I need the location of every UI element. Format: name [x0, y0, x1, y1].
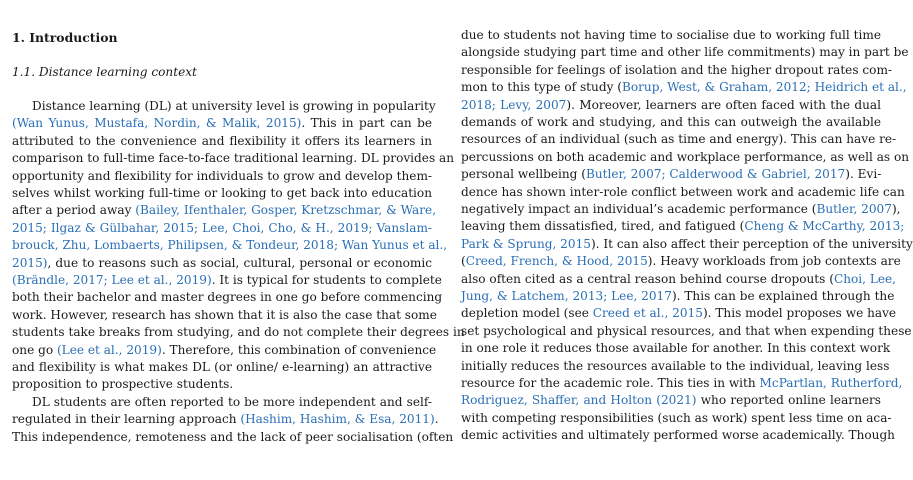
text-line — [461, 27, 881, 44]
text-segment: proposition to prospective students. — [12, 377, 234, 392]
citation-link[interactable]: Borup, West, & Graham, 2012; Heidrich et al., — [621, 80, 907, 95]
text-line — [461, 271, 897, 288]
citation-link[interactable]: 2018; Levy, 2007 — [461, 97, 567, 112]
text-segment: DL students are often reported to be more independent and self- — [32, 394, 432, 409]
text-segment: demic activities and ultimately performed worse academically. Though — [461, 428, 895, 443]
text-segment: alongside studying part time and other life commitments) may in part be — [461, 45, 909, 60]
text-line — [461, 253, 901, 270]
text-segment: ). Heavy workloads from job contexts are — [647, 254, 901, 269]
text-line — [12, 115, 432, 132]
text-segment: comparison to full-time face-to-face traditional learning. DL provides an — [12, 151, 455, 166]
text-segment: dence has shown inter-role conflict between work and academic life can — [461, 184, 905, 199]
citation-link[interactable]: McPartlan, Rutherford, — [759, 376, 903, 390]
citation-link[interactable]: (Hashim, Hashim, & Esa, 2011) — [240, 412, 435, 427]
citation-link[interactable]: Creed, French, & Hood, 2015 — [465, 254, 648, 269]
text-segment: with competing responsibilities (such as work) spent less time on aca- — [461, 410, 892, 425]
text-segment: who reported online learners — [696, 393, 881, 408]
text-line — [12, 150, 455, 167]
citation-link[interactable]: (Brändle, 2017; Lee et al., 2019) — [12, 273, 212, 287]
text-line — [461, 305, 897, 322]
text-line — [12, 307, 437, 324]
text-segment: depletion model (see — [461, 306, 593, 321]
citation-link[interactable]: Rodriguez, Shaffer, and Holton (2021) — [461, 393, 697, 408]
text-segment: resource for the academic role. This ties in with — [461, 376, 760, 390]
text-line — [461, 131, 897, 148]
text-segment: in one role it reduces those available for another. In this context work — [461, 341, 891, 356]
text-segment: responsible for feelings of isolation and the higher dropout rates com- — [461, 62, 892, 77]
text-line — [12, 342, 437, 359]
text-line — [461, 218, 905, 235]
text-segment: due to students not having time to socialise due to working full time — [461, 28, 881, 42]
text-segment: ). This can be explained through the — [671, 289, 895, 303]
text-line — [461, 201, 901, 218]
text-segment: also often cited as a central reason behind course dropouts ( — [461, 271, 834, 286]
text-line — [461, 62, 892, 79]
text-line — [461, 358, 890, 375]
text-segment: after a period away — [12, 203, 136, 218]
text-line — [12, 168, 432, 185]
text-segment: ). It can also affect their perception of the university — [590, 236, 913, 251]
citation-link[interactable]: Park & Sprung, 2015 — [461, 236, 591, 251]
text-segment: . — [434, 412, 439, 427]
text-line — [461, 392, 881, 409]
text-segment: both their bachelor and master degrees in one go before commencing — [12, 290, 443, 305]
text-line — [12, 429, 454, 446]
text-segment: ( — [461, 254, 466, 269]
subsection-heading: 1.1. Distance learning context — [12, 65, 197, 79]
text-line — [461, 410, 892, 427]
text-segment: regulated in their learning approach — [12, 412, 241, 427]
citation-link[interactable]: Cheng & McCarthy, 2013; — [744, 219, 905, 234]
text-segment: resources of an individual (such as time and energy). This can have re- — [461, 132, 897, 147]
text-line — [12, 376, 233, 393]
citation-link[interactable]: 2015) — [12, 255, 48, 270]
text-line — [12, 185, 432, 202]
citation-link[interactable]: Butler, 2007 — [816, 202, 892, 216]
citation-link[interactable]: Choi, Lee, — [833, 271, 897, 286]
text-line — [461, 323, 912, 340]
text-segment: initially reduces the resources available to the individual, leaving less — [461, 358, 890, 373]
text-segment: attributed to the convenience and flexibility it offers its learners in — [12, 133, 432, 148]
text-line — [461, 236, 913, 253]
text-line — [461, 340, 891, 357]
text-segment: opportunity and flexibility for individuals to grow and develop them- — [12, 168, 432, 183]
text-line — [12, 411, 439, 428]
text-line — [32, 98, 436, 115]
text-line — [461, 288, 895, 305]
text-segment: mon to this type of study ( — [461, 80, 622, 95]
text-line — [12, 237, 448, 254]
text-line — [461, 44, 909, 61]
text-segment: ). Moreover, learners are often faced with the dual — [566, 97, 881, 112]
citation-link[interactable]: 2015; Ilgaz & Gülbahar, 2015; Lee, Choi, Cho, & H., 2019; Vanslam- — [12, 220, 432, 235]
citation-link[interactable]: (Lee et al., 2019) — [56, 342, 162, 357]
citation-link[interactable]: Jung, & Latchem, 2013; Lee, 2017 — [461, 289, 672, 303]
citation-link[interactable]: Creed et al., 2015 — [592, 306, 703, 321]
text-segment: , due to reasons such as social, cultural, personal or economic — [47, 255, 432, 270]
text-segment: work. However, research has shown that it is also the case that some — [12, 307, 437, 322]
text-segment: one go — [12, 342, 57, 357]
text-line — [12, 202, 437, 219]
text-line — [461, 79, 907, 96]
text-segment: ). This model proposes we have — [702, 306, 897, 321]
text-segment: negatively impact an individual’s academic performance ( — [461, 202, 817, 216]
text-line — [461, 375, 903, 392]
text-segment: percussions on both academic and workplace performance, as well as on — [461, 149, 910, 164]
text-segment: ), — [891, 202, 901, 216]
citation-link[interactable]: brouck, Zhu, Lombaerts, Philipsen, & Tondeur, 2018; Wan Yunus et al., — [12, 238, 448, 253]
text-segment: Distance learning (DL) at university level is growing in popularity — [32, 99, 436, 113]
citation-link[interactable]: (Wan Yunus, Mustafa, Nordin, & Malik, 2015) — [12, 116, 302, 131]
text-segment: leaving them dissatisfied, tired, and fatigued ( — [461, 219, 745, 234]
text-line — [12, 133, 432, 150]
text-segment: set psychological and physical resources, and that when expending these — [461, 323, 912, 338]
citation-link[interactable]: Butler, 2007; Calderwood & Gabriel, 2017 — [585, 167, 846, 182]
text-line — [32, 394, 432, 411]
text-segment: students take breaks from studying, and do not complete their degrees in — [12, 325, 465, 340]
text-line — [461, 149, 910, 166]
text-line — [12, 255, 432, 272]
text-line — [461, 427, 895, 444]
text-segment: selves whilst working full-time or looking to get back into education — [12, 186, 432, 200]
text-segment: ). Evi- — [845, 167, 882, 182]
text-line — [12, 289, 443, 306]
section-heading: 1. Introduction — [12, 30, 118, 45]
text-line — [461, 166, 881, 183]
text-segment: and flexibility is what makes DL (or online/ e-learning) an attractive — [12, 360, 432, 374]
text-segment: This independence, remoteness and the lack of peer socialisation (often — [12, 429, 454, 444]
text-line — [461, 97, 881, 114]
text-line — [12, 220, 432, 237]
text-line — [461, 184, 905, 201]
text-line — [12, 324, 465, 341]
text-line — [12, 272, 442, 289]
text-segment: personal wellbeing ( — [461, 167, 586, 182]
text-line — [461, 114, 881, 131]
citation-link[interactable]: (Bailey, Ifenthaler, Gosper, Kretzschmar, & Ware, — [135, 203, 437, 218]
text-segment: demands of work and studying, and this can outweigh the available — [461, 115, 881, 129]
text-segment: . This in part can be — [301, 116, 433, 131]
text-segment: . Therefore, this combination of convenience — [161, 342, 437, 357]
text-segment: . It is typical for students to complete — [211, 273, 442, 287]
text-line — [12, 359, 432, 376]
